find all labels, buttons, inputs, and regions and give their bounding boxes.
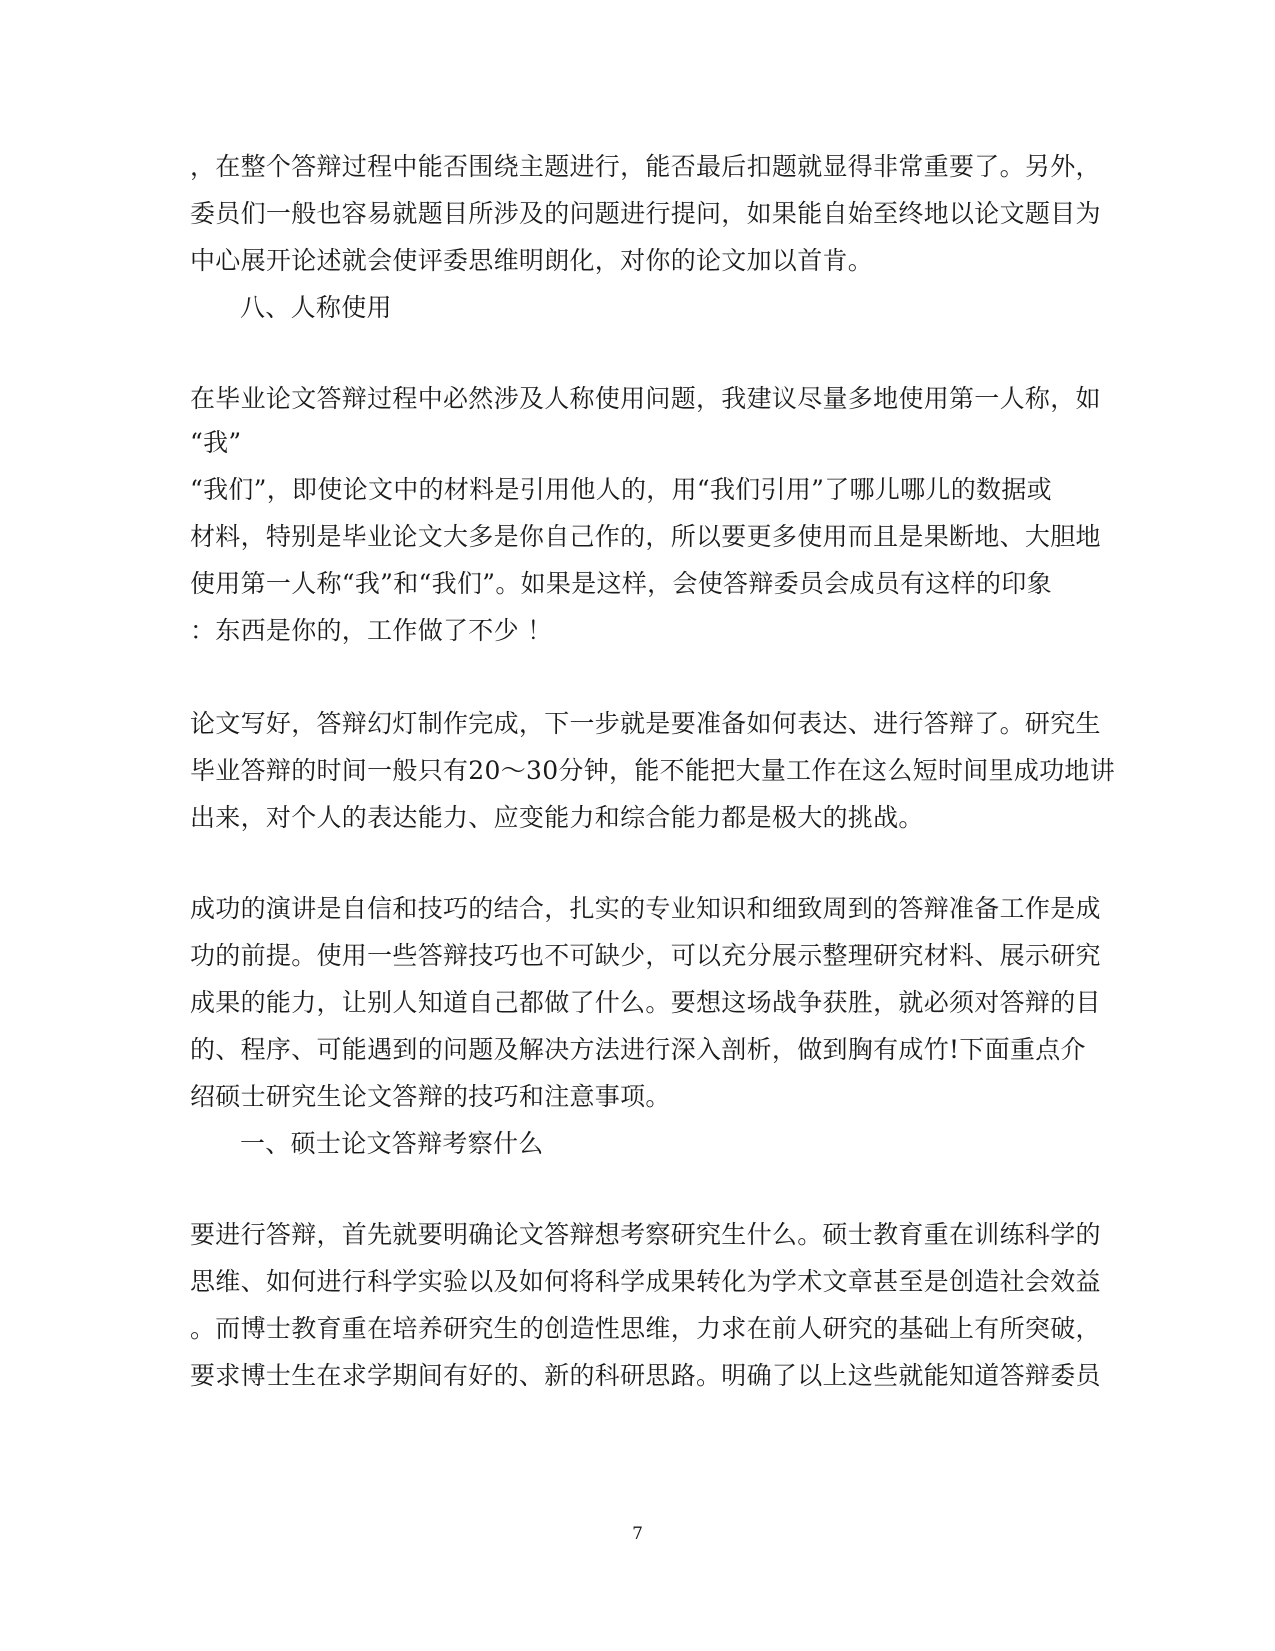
text-line: 思维、如何进行科学实验以及如何将科学成果转化为学术文章甚至是创造社会效益	[190, 1267, 1101, 1296]
text-line: 绍硕士研究生论文答辩的技巧和注意事项。	[190, 1082, 671, 1111]
page-number: 7	[632, 1524, 643, 1544]
text-line: “我”	[190, 428, 242, 457]
text-line: ：东西是你的，工作做了不少 ！	[190, 616, 553, 645]
text-line: 出来，对个人的表达能力、应变能力和综合能力都是极大的挑战。	[190, 803, 924, 832]
section-heading: 一、硕士论文答辩考察什么	[240, 1129, 544, 1158]
text-line: 在毕业论文答辩过程中必然涉及人称使用问题，我建议尽量多地使用第一人称，如	[190, 384, 1101, 413]
text-line: 材料，特别是毕业论文大多是你自己作的，所以要更多使用而且是果断地、大胆地	[190, 522, 1101, 551]
text-line: 成功的演讲是自信和技巧的结合，扎实的专业知识和细致周到的答辩准备工作是成	[190, 894, 1101, 923]
text-line: “我们”，即使论文中的材料是引用他人的，用“我们引用”了哪儿哪儿的数据或	[190, 475, 1052, 504]
text-line: 委员们一般也容易就题目所涉及的问题进行提问，如果能自始至终地以论文题目为	[190, 199, 1101, 228]
text-line: 中心展开论述就会使评委思维明朗化，对你的论文加以首肯。	[190, 246, 874, 275]
text-line: 使用第一人称“我”和“我们”。如果是这样，会使答辩委员会成员有这样的印象	[190, 569, 1052, 598]
text-line: 要求博士生在求学期间有好的、新的科研思路。明确了以上这些就能知道答辩委员	[190, 1361, 1101, 1390]
text-line: 要进行答辩，首先就要明确论文答辩想考察研究生什么。硕士教育重在训练科学的	[190, 1220, 1101, 1249]
text-line: 。而博士教育重在培养研究生的创造性思维，力求在前人研究的基础上有所突破，	[190, 1314, 1101, 1343]
section-heading: 八、人称使用	[240, 293, 392, 322]
text-line: 功的前提。使用一些答辩技巧也不可缺少，可以充分展示整理研究材料、展示研究	[190, 941, 1101, 970]
text-line: 论文写好，答辩幻灯制作完成，下一步就是要准备如何表达、进行答辩了。研究生	[190, 709, 1101, 738]
text-line: 毕业答辩的时间一般只有20～30分钟，能不能把大量工作在这么短时间里成功地讲	[190, 756, 1116, 785]
text-line: 的、程序、可能遇到的问题及解决方法进行深入剖析，做到胸有成竹!下面重点介	[190, 1035, 1086, 1064]
text-line: 成果的能力，让别人知道自己都做了什么。要想这场战争获胜，就必须对答辩的目	[190, 988, 1101, 1017]
text-line: ，在整个答辩过程中能否围绕主题进行，能否最后扣题就显得非常重要了。另外，	[190, 152, 1101, 181]
